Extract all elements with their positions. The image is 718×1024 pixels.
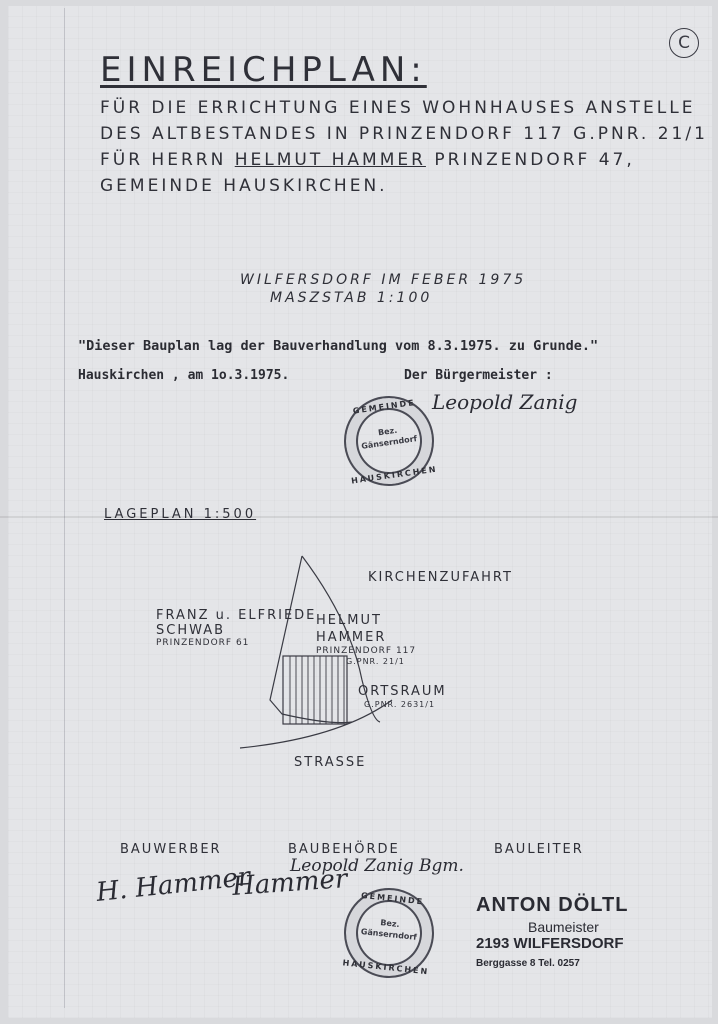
house-footprint [283,656,347,724]
scale-line: MASZSTAB 1:100 [270,290,433,306]
neighbour-address: PRINZENDORF 61 [156,638,250,648]
stamp-bottom-text: HAUSKIRCHEN [350,464,438,486]
mayor-signature: Leopold Zanig [432,390,578,414]
stamp2-line-1: Bez. [379,918,401,930]
firm-address: Berggasse 8 Tel. 0257 [476,958,580,969]
site-manager-label: BAULEITER [494,842,584,857]
applicant-signature-2: Hammer [231,864,349,902]
header-line-1: FÜR DIE ERRICHTUNG EINES WOHNHAUSES ANSTELLE [100,98,696,118]
approval-place-date: Hauskirchen , am 1o.3.1975. [78,368,290,383]
document-title: EINREICHPLAN: [100,50,427,90]
area-parcel-label: G.PNR. 2631/1 [364,700,436,709]
neighbour-name: FRANZ u. ELFRIEDE [156,608,317,623]
line3-prefix: FÜR HERRN [100,150,227,170]
stamp2-line-2: Gänserndorf [360,927,418,942]
header-line-4: GEMEINDE HAUSKIRCHEN. [100,176,388,196]
mayor-label: Der Bürgermeister : [404,368,553,383]
authority-signature: Leopold Zanig Bgm. [290,856,464,876]
site-plan-label: LAGEPLAN 1:500 [104,507,257,522]
area-name-label: ORTSRAUM [358,684,447,699]
authority-label: BAUBEHÖRDE [288,842,400,857]
stamp2-center [346,914,434,945]
firm-city: 2193 WILFERSDORF [476,935,624,952]
stamp2-top-text: GEMEINDE [360,890,425,907]
owner-name: HELMUT HAMMER [234,150,426,170]
corner-mark: C [669,28,699,58]
owner-last-label: HAMMER [316,630,387,645]
header-line-2: DES ALTBESTANDES IN PRINZENDORF 117 G.PNR. 21/1 [100,124,708,144]
date-line: WILFERSDORF IM FEBER 1975 [240,272,527,288]
approval-declaration: "Dieser Bauplan lag der Bauverhandlung vom 8.3.1975. zu Grunde." [78,338,599,354]
neighbour-surname: SCHWAB [156,623,226,638]
owner-first-label: HELMUT [316,613,382,628]
firm-title: Baumeister [528,919,599,935]
stamp-line-1: Bez. [377,425,398,438]
applicant-signature: H. Hammer [94,862,252,908]
owner-address-label: PRINZENDORF 117 [316,646,417,656]
line3-suffix: PRINZENDORF 47, [434,150,635,170]
firm-name: ANTON DÖLTL [476,894,629,916]
municipal-stamp-2 [340,884,439,983]
house-hatching [290,656,344,724]
stamp2-bottom-text: HAUSKIRCHEN [342,958,430,977]
owner-parcel-label: G.PNR. 21/1 [346,657,405,666]
stamp-top-text: GEMEINDE [352,397,417,416]
applicant-label: BAUWERBER [120,842,222,857]
access-road-label: KIRCHENZUFAHRT [368,570,513,585]
stamp-line-2: Gänserndorf [360,434,418,451]
firm-stamp [476,894,628,969]
street-label: STRASSE [294,755,367,770]
